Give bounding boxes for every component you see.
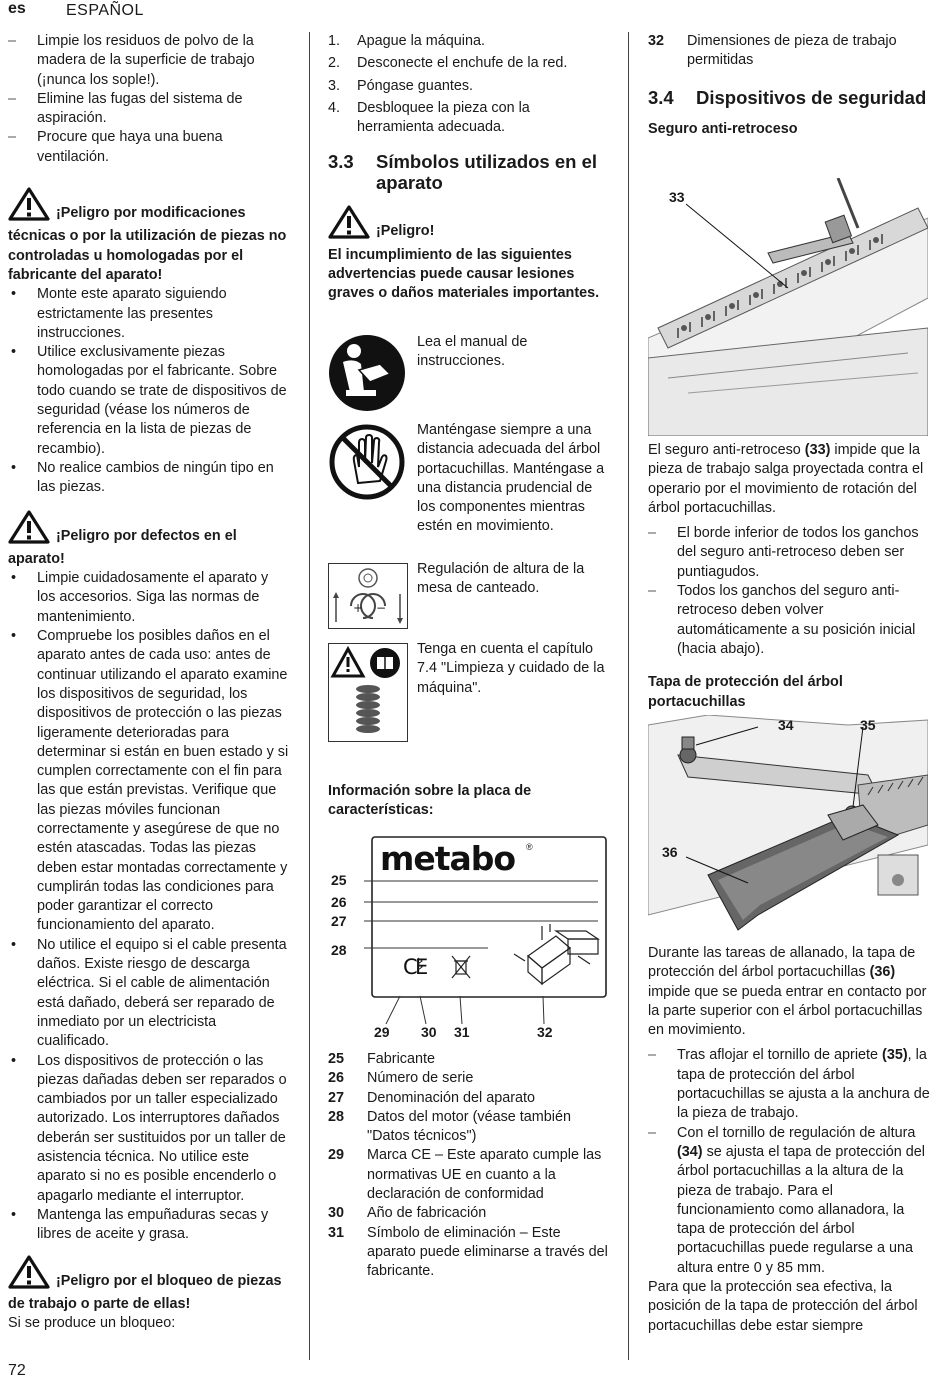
- svg-text:+: +: [353, 601, 364, 615]
- legend-item: 25 Fabricante: [328, 1051, 435, 1067]
- callout-32: 32: [537, 1024, 553, 1040]
- page-number: 72: [8, 1362, 26, 1379]
- column-2: [328, 32, 610, 304]
- paragraph: Si se produce un bloqueo:: [8, 1315, 176, 1332]
- step-item: 4. Desbloquee la pieza con la herramienta adecuada.: [328, 99, 530, 136]
- paragraph: Para que la protección sea efectiva, la posición de la tapa de protección del árbol portacuchillas debe estar siempre: [648, 1279, 918, 1334]
- list-item: • Utilice exclusivamente piezas homologadas por el fabricante. Sobre todo cuando se trate de dispositivos de seguridad (véase los números de referencia en la lista de piezas de recambio).: [8, 343, 290, 459]
- callout-35: 35: [860, 717, 876, 733]
- list-item: • Los dispositivos de protección o las piezas dañadas deben ser reparados o cambiados por un taller especializado autorizado. Los interruptores dañados deberán ser sustituidos por un taller de asistencia técnica. No utilice este aparato si no es posible encenderlo o apagarlo mediante el interruptor.: [8, 1052, 290, 1206]
- column-3-mid: [648, 441, 932, 712]
- metabo-logo: metabo: [380, 839, 516, 878]
- no-hand-icon: [328, 423, 406, 506]
- language-code: es: [8, 0, 26, 17]
- list-item: • Monte este aparato siguiendo estrictamente las presentes instrucciones.: [8, 285, 290, 343]
- warning-triangle-icon: [8, 510, 50, 550]
- list-item: – Con el tornillo de regulación de altura (34) se ajusta el tapa de protección del árbol portacuchillas a la altura de la pieza de trabajo. Para el funcionamiento como allanadora, la tapa de protección del árbol portacuchillas puede regularse a una altura entre 0 y 85 mm.: [648, 1124, 932, 1278]
- list-item: – Procure que haya una buena ventilación.: [8, 128, 290, 167]
- svg-text:C: C: [403, 955, 418, 979]
- callout-31: 31: [454, 1024, 470, 1040]
- callout-33: 33: [669, 189, 685, 205]
- danger-text: El incumplimiento de las siguientes advertencias puede causar lesiones graves o daños materiales importantes.: [328, 246, 600, 302]
- list-item: – Elimine las fugas del sistema de aspiración.: [8, 90, 290, 129]
- warning-triangle-icon: [8, 1255, 50, 1295]
- step-item: 3. Póngase guantes.: [328, 77, 474, 94]
- list-item: • No realice cambios de ningún tipo en las piezas.: [8, 459, 290, 498]
- type-plate-figure: [328, 836, 610, 1046]
- anti-kickback-figure: [648, 178, 928, 436]
- symbol-text: Regulación de altura de la mesa de canteado.: [417, 561, 585, 597]
- callout-25: 25: [331, 872, 347, 888]
- symbol-text: Tenga en cuenta el capítulo 7.4 "Limpieza y cuidado de la máquina".: [417, 641, 605, 696]
- legend-item: 32 Dimensiones de pieza de trabajo permitidas: [648, 33, 897, 69]
- list-item: – Todos los ganchos del seguro anti-retroceso deben volver automáticamente a su posición inicial (hacia abajo).: [648, 582, 932, 659]
- column-3-bottom: [648, 944, 932, 1336]
- paragraph: El seguro anti-retroceso (33) impide que la pieza de trabajo salga proyectada contra el operario por el movimiento de rotación del árbol portacuchillas.: [648, 442, 924, 516]
- list-item: – Tras aflojar el tornillo de apriete (35), la tapa de protección del árbol portacuchillas se ajusta a la anchura de la pieza de trabajo.: [648, 1046, 932, 1123]
- section-heading: 3.4 Dispositivos de seguridad: [648, 86, 927, 108]
- svg-text:−: −: [376, 601, 387, 615]
- callout-34: 34: [778, 717, 794, 733]
- legend-item: 27 Denominación del aparato: [328, 1089, 536, 1106]
- language-title: ESPAÑOL: [66, 2, 144, 19]
- callout-29: 29: [374, 1024, 390, 1040]
- step-item: 1. Apague la máquina.: [328, 33, 486, 49]
- column-divider: [628, 32, 629, 1360]
- warning-triangle-icon: [328, 205, 370, 245]
- maintenance-warning-icon: [328, 643, 408, 742]
- plate-legend: [328, 1050, 610, 1282]
- warning-heading: ¡Peligro por modificaciones técnicas o por la utilización de piezas no controladas u homologadas por el fabricante del aparato!: [8, 187, 290, 285]
- symbol-text: Manténgase siempre a una distancia adecuada del árbol portacuchillas. Manténgase a una distancia prudencial de los componentes mientras estén en movimiento.: [417, 422, 605, 535]
- legend-item: 29 Marca CE – Este aparato cumple las normativas UE en cuanto a la declaración de conformidad: [328, 1147, 602, 1203]
- warning-heading: ¡Peligro por defectos en el aparato!: [8, 510, 290, 570]
- list-item: • Compruebe los posibles daños en el aparato antes de cada uso: antes de continuar utilizando el aparato examine los dispositivos de seguridad, los dispositivos de protección o las piezas ligeramente deterioradas para determinar si están en buen estado y si cumplen correctamente con el fin para las que están previstas. Verifique que las piezas móviles funcionan correctamente y asegúrese de que no estén atascadas. Todas las piezas deben estar montadas correctamente y cumplirán todas las condiciones para poder garantizar el correcto funcionamiento del aparato.: [8, 627, 290, 936]
- callout-28: 28: [331, 942, 347, 958]
- plate-heading: Información sobre la placa de características:: [328, 783, 532, 819]
- step-item: 2. Desconecte el enchufe de la red.: [328, 55, 568, 72]
- paragraph: Durante las tareas de allanado, la tapa de protección del árbol portacuchillas (36) impide que se pueda entrar en contacto por la parte superior con el árbol portacuchillas en movimiento.: [648, 945, 927, 1039]
- callout-30: 30: [421, 1024, 437, 1040]
- callout-27: 27: [331, 913, 347, 929]
- callout-26: 26: [331, 894, 347, 910]
- list-item: – El borde inferior de todos los ganchos del seguro anti-retroceso deben ser puntiagudos.: [648, 524, 932, 582]
- subheading: Tapa de protección del árbol portacuchillas: [648, 674, 843, 710]
- svg-text:E: E: [415, 955, 429, 979]
- warning-triangle-icon: [8, 187, 50, 227]
- list-item: • Mantenga las empuñaduras secas y libres de aceite y grasa.: [8, 1206, 290, 1245]
- legend-item: 28 Datos del motor (véase también "Datos técnicos"): [328, 1108, 571, 1145]
- callout-36: 36: [662, 844, 678, 860]
- height-adjust-icon: [328, 563, 408, 629]
- section-heading: 3.3 Símbolos utilizados en el aparato: [328, 151, 598, 194]
- cutter-guard-figure: [648, 715, 928, 941]
- danger-heading: ¡Peligro!: [328, 205, 610, 245]
- warning-heading: ¡Peligro por el bloqueo de piezas de trabajo o parte de ellas!: [8, 1255, 290, 1315]
- registered-mark-icon: ®: [526, 842, 533, 852]
- list-item: • Limpie cuidadosamente el aparato y los accesorios. Siga las normas de mantenimiento.: [8, 569, 290, 627]
- column-divider: [309, 32, 310, 1360]
- symbol-text: Lea el manual de instrucciones.: [417, 334, 528, 370]
- legend-item: 26 Número de serie: [328, 1070, 474, 1087]
- column-3-top: [648, 32, 932, 139]
- subheading: Seguro anti-retroceso: [648, 120, 798, 137]
- legend-item: 30 Año de fabricación: [328, 1205, 487, 1222]
- column-1: [8, 32, 290, 1333]
- list-item: – Limpie los residuos de polvo de la madera de la superficie de trabajo (¡nunca los sople!).: [8, 32, 290, 90]
- legend-item: 31 Símbolo de eliminación – Este aparato puede eliminarse a través del fabricante.: [328, 1224, 608, 1280]
- list-item: • No utilice el equipo si el cable presenta daños. Existe riesgo de descarga eléctrica. Si el cable de alimentación está dañado, deberá ser reparado de inmediato por un electricista cualificado.: [8, 936, 290, 1052]
- read-manual-icon: [328, 334, 406, 417]
- plate-heading-block: [328, 782, 610, 821]
